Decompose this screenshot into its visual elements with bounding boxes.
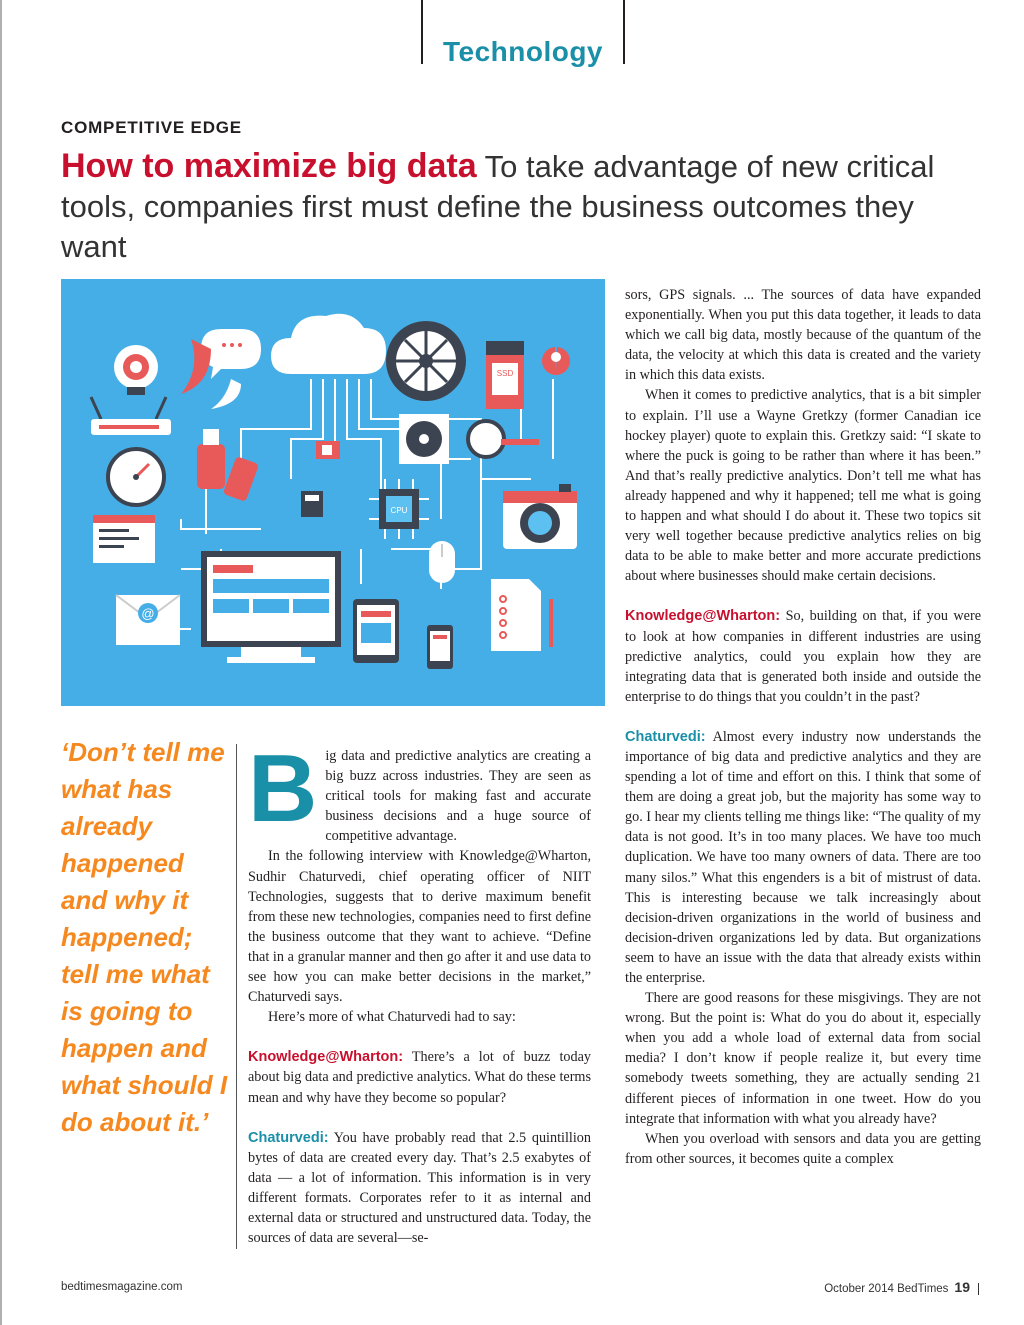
speech-bubble-icon <box>181 329 261 409</box>
deck: To take advantage of new critical tools, companies first must define the business outcomes they want <box>61 149 935 264</box>
illustration-svg <box>61 279 605 706</box>
intro-paragraph <box>248 735 591 846</box>
body-paragraph: When you overload with sensors and data you are getting from other sources, it becomes quite a complex <box>625 1130 981 1167</box>
monitor-icon <box>201 551 341 663</box>
column-divider <box>236 744 237 1249</box>
svg-text:CPU: CPU <box>390 506 408 515</box>
wheel-icon <box>386 321 466 401</box>
router-icon <box>91 397 171 435</box>
camera-icon <box>503 484 577 549</box>
question-paragraph <box>248 1047 591 1107</box>
mouse-icon <box>429 541 455 583</box>
body-paragraph: There are good reasons for these misgivings. They are not wrong. But the point is: What do you do about it, especially when you add a whole load of external data from social media? I don’t know if people realize it, but every time somebody tweets something, they are actually sending 21 different pieces of information in one tweet. How do you integrate that information with what you already have? <box>625 990 981 1127</box>
speaker-label: Chaturvedi: <box>248 1129 329 1146</box>
footer-folio <box>824 1279 979 1295</box>
ssd-icon <box>486 341 524 409</box>
answer-paragraph <box>625 727 981 988</box>
question-text: There’s a lot of buzz today about big data and predictive analytics. What do these terms mean and why have they become so popular? <box>248 1049 591 1106</box>
memory-card-icon <box>301 491 323 517</box>
disc-drive-icon <box>399 414 449 464</box>
question-text: So, building on that, if you were to look at how companies in different industries are using predictive analytics, could you explain how they are integrating data that is generated both inside and outside the enterprise to do things that you couldn’t in the past? <box>625 608 981 705</box>
section-label: Technology <box>442 36 604 67</box>
bulb-icon <box>114 345 158 395</box>
answer-paragraph <box>248 1128 591 1249</box>
section-header <box>421 0 625 67</box>
headline-block <box>61 146 961 267</box>
footer-publication: BedTimes <box>897 1283 949 1295</box>
svg-text:@: @ <box>141 606 155 621</box>
gauge-icon <box>108 449 164 505</box>
email-envelope-icon <box>116 595 180 645</box>
browser-window-icon <box>93 515 155 563</box>
checklist-document-icon <box>491 579 551 651</box>
tablet-icon <box>353 599 399 663</box>
headline: How to maximize big data <box>61 147 477 185</box>
technology-illustration <box>61 279 605 706</box>
article-column-1 <box>248 735 591 1248</box>
footer-divider <box>978 1283 979 1295</box>
footer-issue-date: October 2014 <box>824 1283 894 1295</box>
article-column-2 <box>625 285 981 1169</box>
sim-card-icon <box>316 441 340 459</box>
body-paragraph: When it comes to predictive analytics, that is a bit simpler to explain. I’ll use a Wayne Gretkzy (former Canadian ice hockey player) quote to explain this. Gretkzy said: “I skate to where the puck is going to be rather than where it has been.” And that’s really predictive analytics. Don’t tell me what has already happened and why it happened; tell me what is going to happen and what should I do about it. These two topics sit very well together because predictive analytics relies on big data to be able to make better and more accurate predictions about where businesses should make certain decisions. <box>625 387 981 585</box>
page-number: 19 <box>954 1279 970 1295</box>
svg-text:SSD: SSD <box>496 369 514 378</box>
answer-text: Almost every industry now understands the importance of big data and predictive analytics and they are spending a lot of time and effort on this. I think that some of them are doing a great job, but the majority has some way to go. I hear my clients telling me things like: “The quality of my data is not good. It’s in too many places. We have too much duplication. We have too many owners of data. There are too many silos.” What this engenders is a bit of mistrust of data. This is interesting because we talk increasingly about decision-driven organizations in the world of business and decision-driven organizations led by data. But organizations seem to have an issue with the data that already exists within the enterprise. <box>625 728 981 986</box>
speaker-label: Knowledge@Wharton: <box>248 1049 404 1066</box>
speaker-label: Chaturvedi: <box>625 728 706 745</box>
footer-website: bedtimesmagazine.com <box>61 1281 183 1293</box>
phone-icon <box>427 625 453 669</box>
magnifier-icon <box>468 421 539 457</box>
map-pin-icon <box>542 347 570 375</box>
pull-quote: ‘Don’t tell me what has already happened and why it happened; tell me what is going to happen and what should I do about it.’ <box>61 737 228 1137</box>
intro-text: ig data and predictive analytics are creating a big buzz across industries. They are seen as critical tools for making fast and accurate business decisions and a huge source of competitive advantage. <box>325 748 591 845</box>
drop-cap: B <box>248 735 318 842</box>
speaker-label: Knowledge@Wharton: <box>625 608 781 625</box>
page-edge-rule <box>0 0 2 1325</box>
kicker: COMPETITIVE EDGE <box>61 118 242 137</box>
answer-continued: sors, GPS signals. ... The sources of data have expanded exponentially. When you put this data together, it leads to data which we call big data, mostly because of the quantum of the data, the velocity at which this data is created and the variety in which this data exists. <box>625 287 981 384</box>
cloud-icon <box>271 314 386 374</box>
answer-text-start: You have probably read that 2.5 quintillion bytes of data are created every day. That’s 2.5 exabytes of data — a lot of information. This information is in very different formats. Corporates refer to it as internal and external data or structured and unstructured data. Today, the sources of data are several—se- <box>248 1129 591 1247</box>
cpu-chip-icon <box>369 479 429 539</box>
body-paragraph: Here’s more of what Chaturvedi had to say: <box>268 1009 516 1026</box>
body-paragraph: In the following interview with Knowledge@Wharton, Sudhir Chaturvedi, chief operating officer of NIIT Technologies, suggests that to derive maximum benefit from these new technologies, companies need to first define the business outcome that they want to achieve. “Define that in a granular manner and then go after it and use data to see how you can make better decisions in the market,” Chaturvedi says. <box>248 848 591 1006</box>
question-paragraph <box>625 606 981 706</box>
